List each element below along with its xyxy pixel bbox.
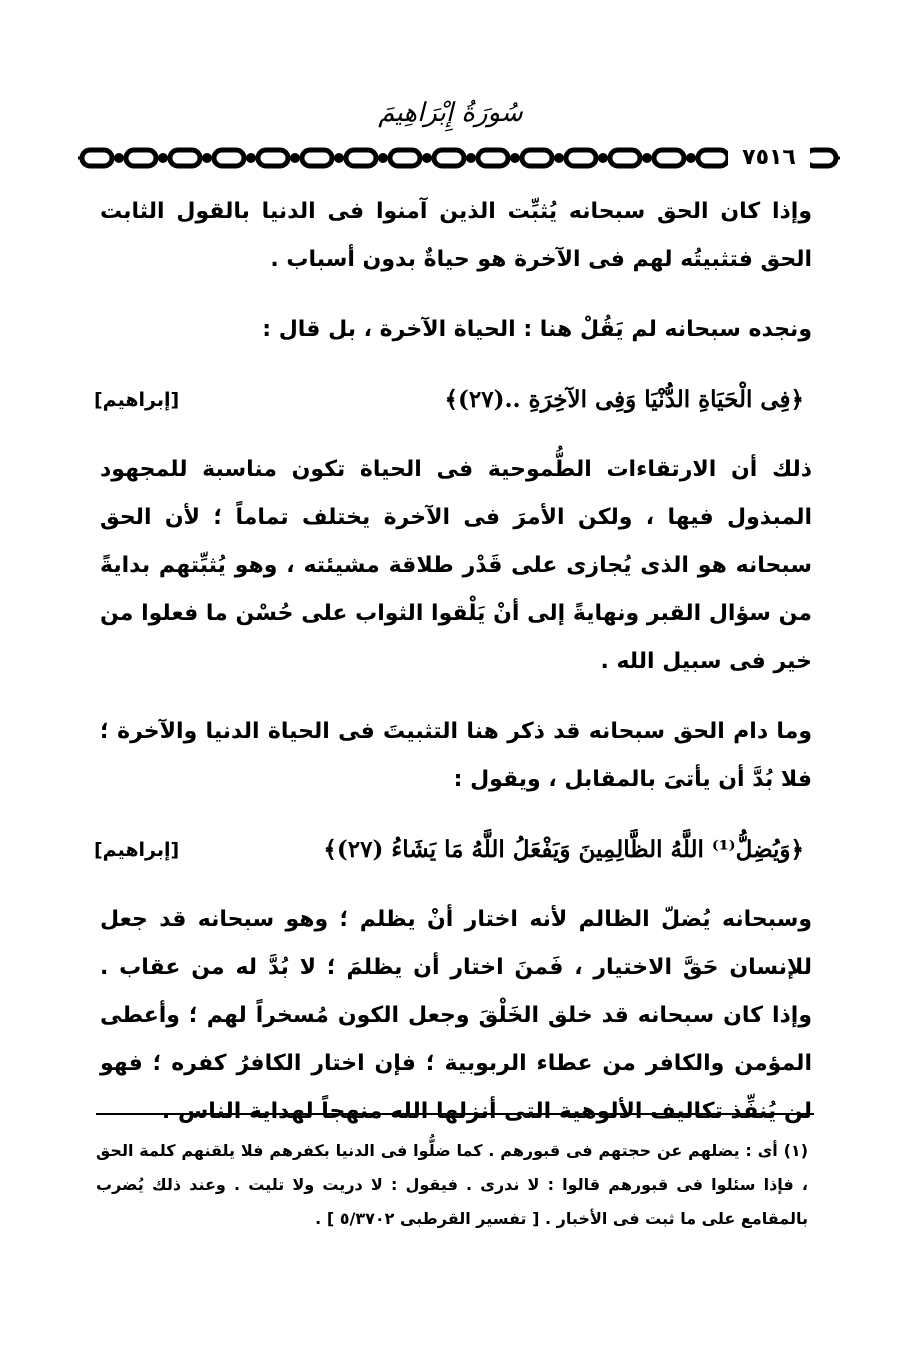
footnote: (١) أى : يضلهم عن حجتهم فى قبورهم . كما ضلُّوا فى الدنيا بكفرهم فلا يلقنهم كلمة الحق ، فإذا سئلوا فى قبورهم قالوا : لا ندرى . فيقول : لا دريت ولا تليت . وعند ذلك يُضرب بالمقامع على ما ثبت فى الأخبار . [ تفسير القرطبى ٥/٣٧٠٢ ] . [96,1141,808,1228]
paragraph: ونجده سبحانه لم يَقُلْ هنا : الحياة الآخرة ، بل قال : [262,317,812,342]
paragraph: ذلك أن الارتقاءات الطُّموحية فى الحياة تكون مناسبة للمجهود المبذول فيها ، ولكن الأمرَ فى الآخرة يختلف تماماً ؛ لأن الحق سبحانه هو الذى يُجازى على قَدْر طلاقة مشيئته ، وهو يُثبِّتهم بدايةً من سؤال القبر ونهايةً إلى أنْ يَلْقوا الثواب على حُسْن ما فعلوا من خير فى سبيل الله . [100,457,812,674]
paragraph: وما دام الحق سبحانه قد ذكر هنا التثبيتَ فى الحياة الدنيا والآخرة ؛ فلا بُدَّ أن يأتىَ بالمقابل ، ويقول : [100,719,812,792]
main-text [94,188,812,1158]
page-number: ٧٥١٦ [728,144,810,172]
paragraph: وسبحانه يُضلّ الظالم لأنه اختار أنْ يظلم ؛ وهو سبحانه قد جعل للإنسان حَقَّ الاختيار ، فَمنَ اختار أن يظلمَ ؛ لا بُدَّ له من عقاب . وإذا كان سبحانه قد خلق الخَلْقَ وجعل الكون مُسخراً لهم ؛ وأعطى المؤمن والكافر من عطاء الربوبية ؛ فإن اختار الكافرُ كفره ؛ فهو لن يُنفِّذ تكاليف الألوهية التى أنزلها الله منهجاً لهداية الناس . [100,907,812,1124]
verse-reference: [إبراهيم] [94,389,180,411]
quran-verse [94,826,812,874]
paragraph: وإذا كان الحق سبحانه يُثبِّت الذين آمنوا فى الدنيا بالقول الثابت الحق فتثبيتُه لهم فى الآخرة هو حياةٌ بدون أسباب . [100,199,812,272]
verse-reference: [إبراهيم] [94,839,180,861]
ornamental-rule [78,146,840,170]
footnote-divider [96,1113,814,1115]
surah-title: سُورَةُ إِبْرَاهِيمَ [378,98,523,128]
verse-text: ﴿فِى الْحَيَاةِ الدُّنْيَا وَفِى الآخِرَةِ ..(٢٧)﴾ [444,386,804,413]
quran-verse [94,376,812,424]
verse-text: ﴿وَيُضِلُّ⁽¹⁾ اللَّهُ الظَّالِمِينَ وَيَفْعَلُ اللَّهُ مَا يَشَاءُ (٢٧)﴾ [323,836,804,863]
